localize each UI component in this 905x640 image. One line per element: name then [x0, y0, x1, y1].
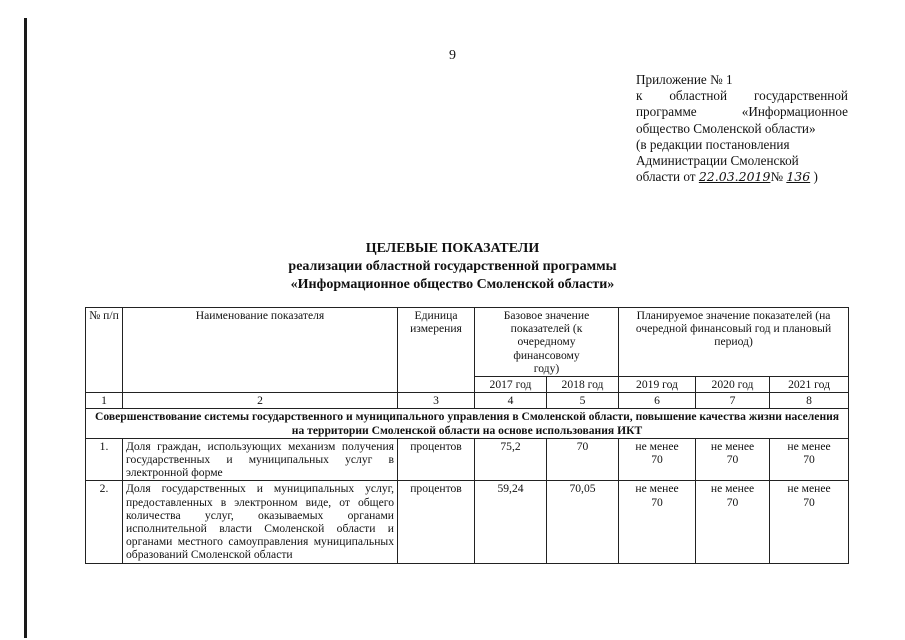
appendix-line-5: (в редакции постановления — [636, 136, 790, 152]
row-value-2019: не менее 70 — [619, 438, 696, 481]
title-line-1: ЦЕЛЕВЫЕ ПОКАЗАТЕЛИ — [365, 241, 540, 256]
header-name: Наименование показателя — [123, 308, 398, 393]
document-title — [0, 240, 905, 294]
appendix-line-4: общество Смоленской области» — [636, 120, 816, 136]
row-value-2017: 59,24 — [475, 481, 547, 563]
header-2018: 2018 год — [547, 377, 619, 393]
col-number-5: 5 — [547, 393, 619, 409]
header-planned: Планируемое значение показателей (на очередной финансовый год и плановый период) — [619, 308, 849, 377]
col-number-8: 8 — [770, 393, 849, 409]
row-name: Доля граждан, использующих механизм получения государственных и муниципальных услуг в электронной форме — [123, 438, 398, 481]
indicators-table — [85, 307, 849, 564]
col-number-1: 1 — [86, 393, 123, 409]
row-value-2017: 75,2 — [475, 438, 547, 481]
number-label: № — [770, 169, 784, 185]
handwritten-date: 22.03.2019 — [698, 169, 771, 185]
appendix-line-1: Приложение № 1 — [636, 72, 733, 87]
col-number-7: 7 — [696, 393, 770, 409]
handwritten-number: 136 — [786, 169, 811, 185]
header-base: Базовое значение показателей (к очередному финансовому году) — [475, 308, 619, 377]
row-unit: процентов — [398, 481, 475, 563]
col-number-4: 4 — [475, 393, 547, 409]
row-value-2021: не менее 70 — [770, 481, 849, 563]
col-number-2: 2 — [123, 393, 398, 409]
row-value-2020: не менее 70 — [696, 481, 770, 563]
row-value-2018: 70,05 — [547, 481, 619, 563]
header-2021: 2021 год — [770, 377, 849, 393]
appendix-line-7 — [636, 169, 848, 185]
appendix-date-prefix: области от — [636, 169, 696, 185]
title-line-2: реализации областной государственной программы — [288, 259, 617, 274]
row-unit: процентов — [398, 438, 475, 481]
section-row — [86, 409, 849, 438]
appendix-line-3: программе «Информационное — [636, 104, 848, 120]
appendix-line-6: Администрации Смоленской — [636, 153, 799, 169]
close-paren: ) — [813, 169, 818, 185]
appendix-block — [636, 72, 848, 185]
section-title: Совершенствование системы государственного и муниципального управления в Смоленской области, повышение качества жизни населения на территории Смоленской области на основе использования ИКТ — [86, 409, 849, 438]
table-row — [86, 438, 849, 481]
column-numbers-row — [86, 393, 849, 409]
row-num: 1. — [86, 438, 123, 481]
header-row — [86, 308, 849, 377]
row-value-2021: не менее 70 — [770, 438, 849, 481]
table-row — [86, 481, 849, 563]
page-number: 9 — [449, 48, 456, 63]
scan-edge-line — [24, 18, 27, 638]
row-value-2018: 70 — [547, 438, 619, 481]
title-line-3: «Информационное общество Смоленской области» — [290, 277, 615, 292]
appendix-line-2: к областной государственной — [636, 88, 848, 104]
header-num: № п/п — [86, 308, 123, 393]
col-number-3: 3 — [398, 393, 475, 409]
header-unit: Единица измерения — [398, 308, 475, 393]
row-name: Доля государственных и муниципальных услуг, предоставленных в электронном виде, от общего количества услуг, оказываемых органами исполнительной власти Смоленской области и органами местного самоуправления муниципальных образований Смоленской области — [123, 481, 398, 563]
row-value-2020: не менее 70 — [696, 438, 770, 481]
row-value-2019: не менее 70 — [619, 481, 696, 563]
header-2019: 2019 год — [619, 377, 696, 393]
header-2020: 2020 год — [696, 377, 770, 393]
col-number-6: 6 — [619, 393, 696, 409]
row-num: 2. — [86, 481, 123, 563]
header-2017: 2017 год — [475, 377, 547, 393]
